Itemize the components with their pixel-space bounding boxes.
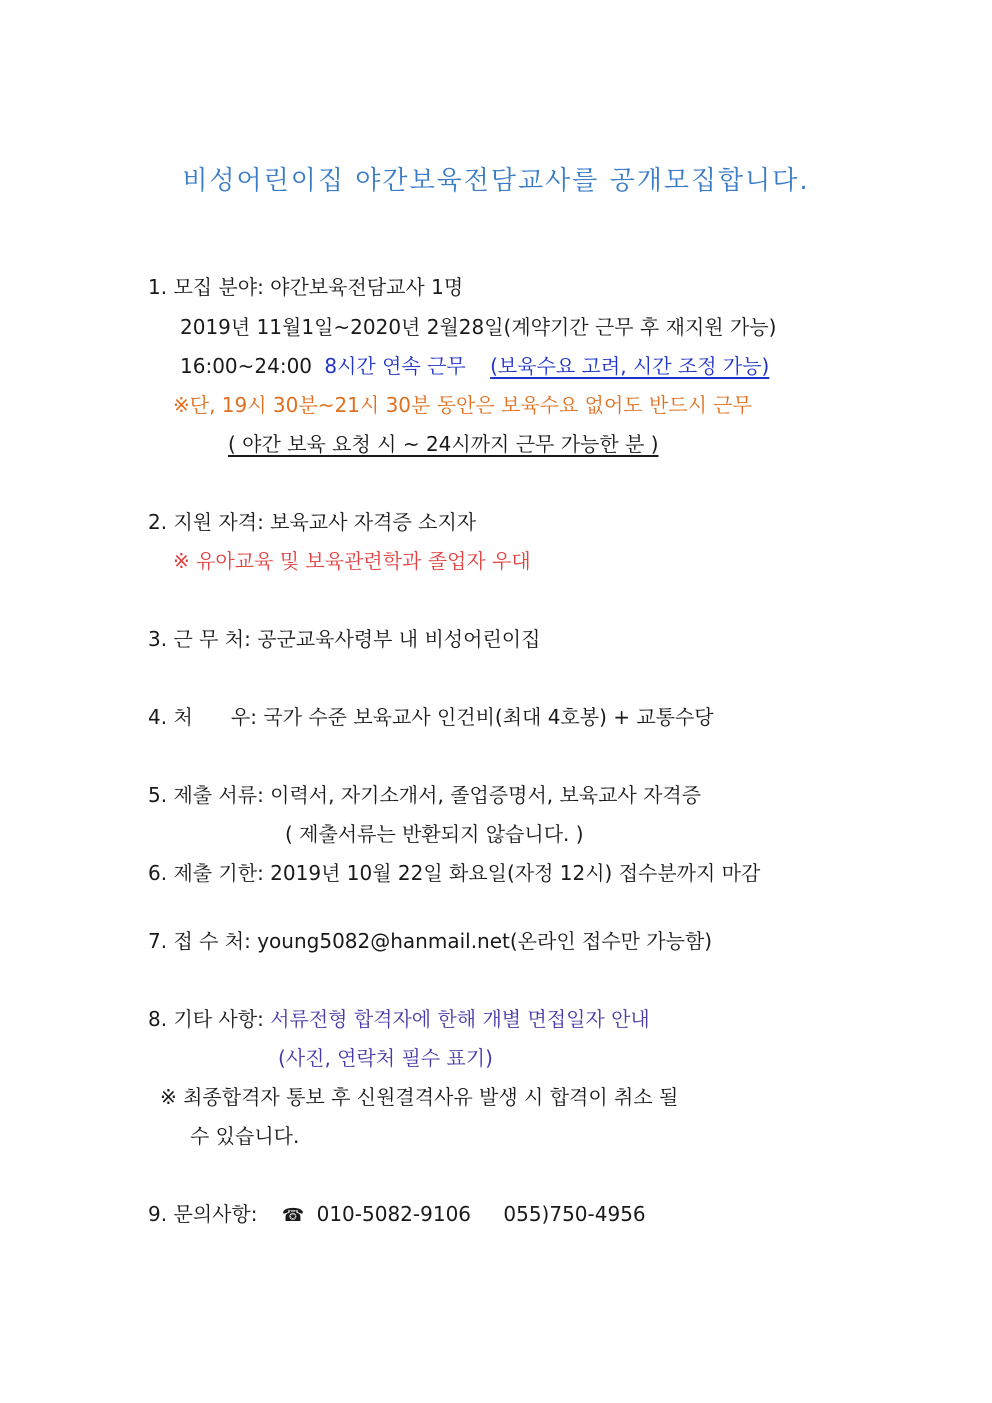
section-1-mandatory-note: ※단, 19시 30분~21시 30분 동안은 보육수요 없어도 반드시 근무 — [173, 393, 752, 417]
section-2-qualification: 2. 지원 자격: 보육교사 자격증 소지자 — [148, 510, 477, 534]
section-5-note: ( 제출서류는 반환되지 않습니다. ) — [285, 822, 584, 846]
section-1-field: 1. 모집 분야: 야간보육전담교사 1명 — [148, 275, 464, 299]
section-9-inquiry — [148, 1200, 646, 1230]
section-7-submission — [148, 927, 712, 955]
section-2-preference: ※ 유아교육 및 보육관련학과 졸업자 우대 — [173, 549, 531, 573]
section-5-documents: 5. 제출 서류: 이력서, 자기소개서, 졸업증명서, 보육교사 자격증 — [148, 783, 702, 807]
work-time: 16:00~24:00 — [180, 354, 313, 378]
section-3-workplace: 3. 근 무 처: 공군교육사령부 내 비성어린이집 — [148, 627, 541, 651]
other-label: 8. 기타 사항: — [148, 1007, 271, 1031]
phone-number-1[interactable]: 010-5082-9106 — [316, 1202, 472, 1226]
section-1-hours — [180, 352, 769, 380]
section-8-other — [148, 1005, 650, 1033]
section-6-deadline: 6. 제출 기한: 2019년 10월 22일 화요일(자정 12시) 접수분까지 마감 — [148, 861, 761, 885]
section-8-cancel-note-cont: 수 있습니다. — [190, 1124, 300, 1148]
work-hours-note: (보육수요 고려, 시간 조정 가능) — [490, 354, 770, 378]
section-1-period: 2019년 11월1일~2020년 2월28일(계약기간 근무 후 재지원 가능) — [180, 315, 777, 339]
submission-email[interactable]: young5082@hanmail.net(온라인 접수만 가능함) — [257, 929, 713, 953]
telephone-icon: ☎ — [281, 1205, 305, 1226]
section-4-compensation: 4. 처 우: 국가 수준 보육교사 인건비(최대 4호봉) + 교통수당 — [148, 705, 714, 729]
section-1-availability: ( 야간 보육 요청 시 ~ 24시까지 근무 가능한 분 ) — [228, 432, 659, 456]
other-interview-note: 서류전형 합격자에 한해 개별 면접일자 안내 — [270, 1007, 650, 1031]
section-8-cancel-note: ※ 최종합격자 통보 후 신원결격사유 발생 시 합격이 취소 될 — [160, 1085, 679, 1109]
section-8-photo-note: (사진, 연락처 필수 표기) — [278, 1046, 493, 1070]
inquiry-label: 9. 문의사항: — [148, 1202, 258, 1226]
work-hours: 8시간 연속 근무 — [324, 354, 466, 378]
submission-label: 7. 접 수 처: — [148, 929, 258, 953]
page-title: 비성어린이집 야간보육전담교사를 공개모집합니다. — [182, 166, 810, 196]
phone-number-2[interactable]: 055)750-4956 — [503, 1202, 646, 1226]
